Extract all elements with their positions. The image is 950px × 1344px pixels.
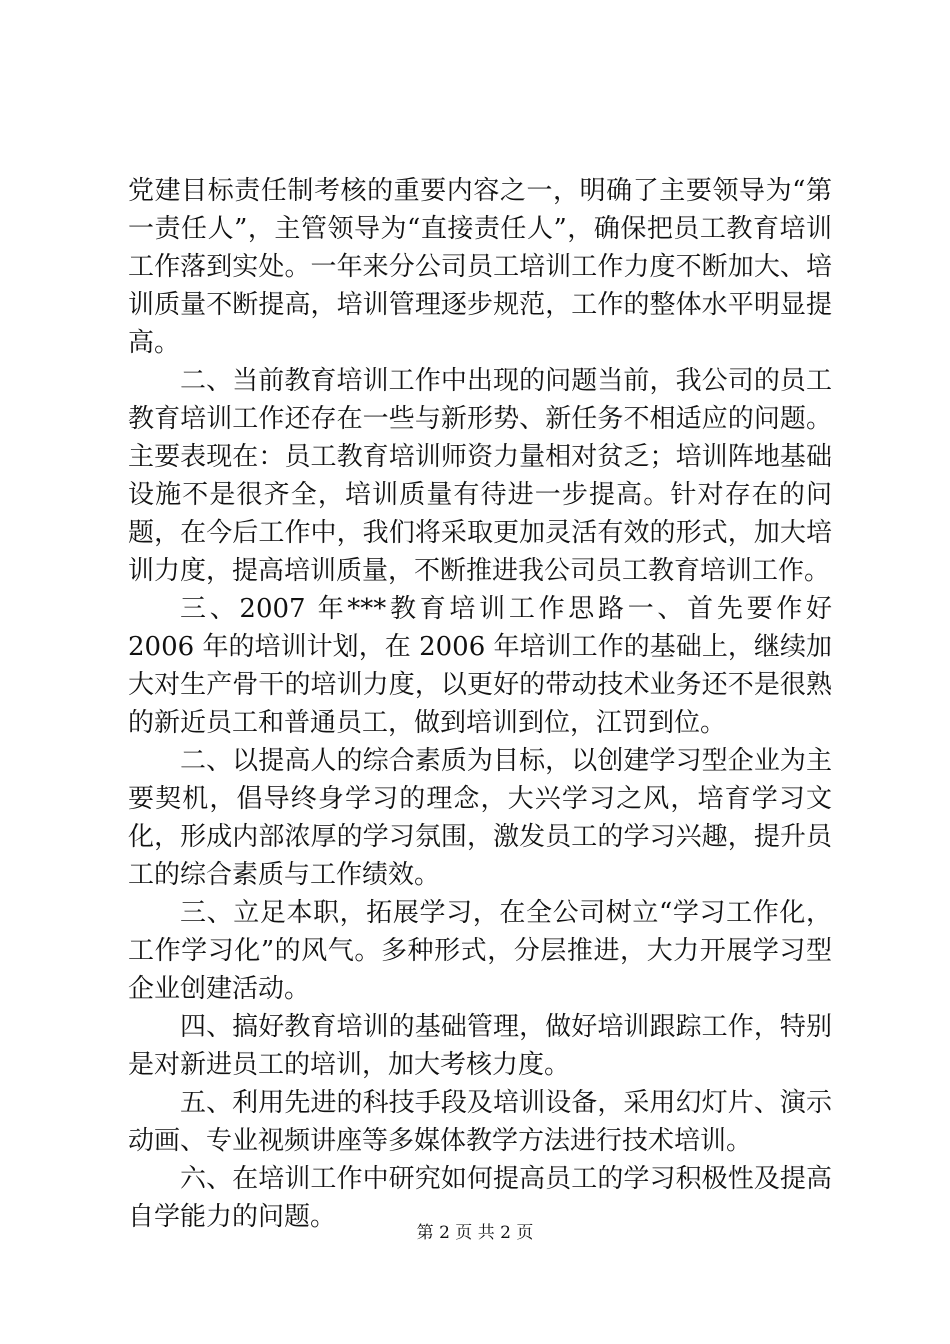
document-body [128, 172, 832, 1236]
paragraph-4: 二、以提高人的综合素质为目标，以创建学习型企业为主要契机，倡导终身学习的理念，大兴学习之风，培育学习文化，形成内部浓厚的学习氛围，激发员工的学习兴趣，提升员工的综合素质与工作绩效。 [128, 746, 832, 890]
paragraph-1: 党建目标责任制考核的重要内容之一，明确了主要领导为“第一责任人”，主管领导为“直接责任人”，确保把员工教育培训工作落到实处。一年来分公司员工培训工作力度不断加大、培训质量不断提高，培训管理逐步规范，工作的整体水平明显提高。 [128, 176, 832, 358]
paragraph-8: 六、在培训工作中研究如何提高员工的学习积极性及提高自学能力的问题。 [128, 1164, 832, 1232]
paragraph-2: 二、当前教育培训工作中出现的问题当前，我公司的员工教育培训工作还存在一些与新形势、新任务不相适应的问题。主要表现在：员工教育培训师资力量相对贫乏；培训阵地基础设施不是很齐全，培训质量有待进一步提高。针对存在的问题，在今后工作中，我们将采取更加灵活有效的形式，加大培训力度，提高培训质量，不断推进我公司员工教育培训工作。 [128, 366, 832, 586]
paragraph-7: 五、利用先进的科技手段及培训设备，采用幻灯片、演示动画、专业视频讲座等多媒体教学方法进行技术培训。 [128, 1088, 832, 1156]
page-footer: 第 2 页 共 2 页 [416, 1223, 534, 1243]
paragraph-6: 四、搞好教育培训的基础管理，做好培训跟踪工作，特别是对新进员工的培训，加大考核力度。 [128, 1012, 832, 1080]
paragraph-5: 三、立足本职，拓展学习，在全公司树立“学习工作化，工作学习化”的风气。多种形式，分层推进，大力开展学习型企业创建活动。 [128, 898, 832, 1004]
paragraph-3: 三、2007 年***教育培训工作思路一、首先要作好 2006 年的培训计划，在 2006 年培训工作的基础上，继续加大对生产骨干的培训力度，以更好的带动技术业务还不是很熟的新近员工和普通员工，做到培训到位，江罚到位。 [128, 594, 832, 738]
